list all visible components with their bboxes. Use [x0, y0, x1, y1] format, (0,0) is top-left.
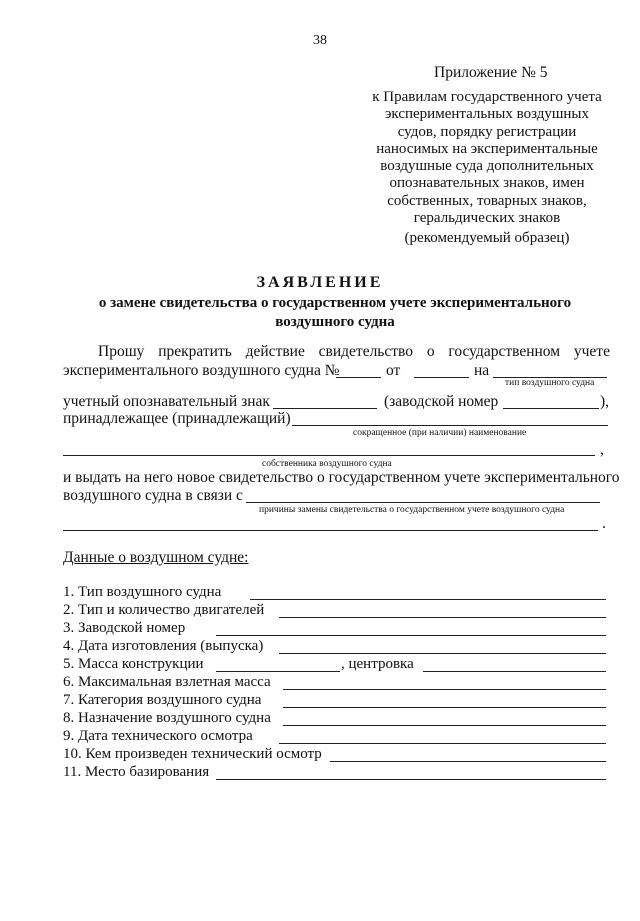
body-line-1: [98, 343, 610, 361]
reason-label: воздушного судна в связи с: [63, 487, 243, 504]
item-manufacture-date: 4. Дата изготовления (выпуска): [63, 638, 264, 654]
item-base-location: 11. Место базирования: [63, 764, 210, 780]
word: прекратить: [158, 343, 232, 360]
registration-number-label: экспериментального воздушного судна №: [63, 362, 340, 379]
serial-number-close: ),: [600, 393, 610, 410]
item-serial-number: 3. Заводской номер: [63, 620, 186, 636]
appendix-reference: [362, 89, 612, 227]
appendix-line: собственных, товарных знаков,: [387, 192, 587, 209]
item-max-takeoff-mass-field[interactable]: [283, 689, 606, 690]
reason-field[interactable]: [246, 502, 600, 503]
period: .: [602, 515, 606, 532]
serial-number-field[interactable]: [503, 408, 599, 409]
item-category-field[interactable]: [283, 707, 606, 708]
date-field[interactable]: [414, 377, 469, 378]
item-engines: 2. Тип и количество двигателей: [63, 602, 265, 618]
item-aircraft-type: 1. Тип воздушного судна: [63, 584, 222, 600]
item-aircraft-type-field[interactable]: [250, 599, 606, 600]
hint-aircraft-type: тип воздушного судна: [505, 378, 595, 388]
appendix-line: экспериментальных воздушных: [384, 106, 590, 123]
word: о: [426, 343, 435, 360]
page-number: 38: [313, 33, 327, 48]
reason-field-cont[interactable]: [63, 530, 598, 531]
hint-short-name: сокращенное (при наличии) наименование: [353, 428, 527, 438]
owner-label: принадлежащее (принадлежащий): [63, 410, 291, 427]
word: действие: [245, 343, 305, 360]
item-inspection-date: 9. Дата технического осмотра: [63, 728, 253, 744]
item-purpose: 8. Назначение воздушного судна: [63, 710, 271, 726]
item-inspected-by: 10. Кем произведен технический осмотр: [63, 746, 322, 762]
identification-mark-field[interactable]: [273, 408, 377, 409]
item-inspected-by-field[interactable]: [330, 761, 606, 762]
appendix-line: судов, порядку регистрации: [397, 123, 577, 140]
sample-note: (рекомендуемый образец): [404, 230, 570, 246]
word: свидетельство: [318, 343, 413, 360]
owner-name-field[interactable]: [63, 455, 595, 456]
item-base-location-field[interactable]: [216, 779, 606, 780]
appendix-line: воздушные суда дополнительных: [380, 158, 594, 175]
identification-mark-label: учетный опознавательный знак: [63, 393, 270, 410]
appendix-line: геральдических знаков: [413, 210, 561, 227]
document-title: ЗАЯВЛЕНИЕ: [256, 274, 384, 291]
appendix-line: наносимых на экспериментальные: [376, 140, 598, 157]
item-inspection-date-field[interactable]: [279, 743, 606, 744]
item-engines-field[interactable]: [279, 617, 606, 618]
appendix-line: к Правилам государственного учета: [372, 89, 602, 105]
item-manufacture-date-field[interactable]: [279, 653, 606, 654]
item-center-of-gravity: , центровка: [341, 656, 414, 672]
item-center-of-gravity-field[interactable]: [423, 671, 606, 672]
item-structure-mass: 5. Масса конструкции: [63, 656, 204, 672]
date-label: от: [386, 362, 401, 379]
appendix-line: опознавательных знаков, имен: [389, 175, 585, 192]
body-line-6: и выдать на него новое свидетельство о государственном учете экспериментального: [63, 469, 620, 486]
hint-owner: собственника воздушного судна: [262, 459, 392, 469]
item-serial-number-field[interactable]: [216, 635, 606, 636]
appendix-title: Приложение № 5: [434, 64, 548, 81]
item-structure-mass-field[interactable]: [216, 671, 340, 672]
word: учете: [573, 343, 610, 360]
owner-short-name-field[interactable]: [292, 425, 608, 426]
hint-reason: причины замены свидетельства о государственном учете воздушного судна: [259, 505, 565, 515]
word: государственном: [448, 343, 561, 360]
document-subtitle: о замене свидетельства о государственном учете экспериментального воздушного судна: [98, 295, 572, 330]
item-purpose-field[interactable]: [283, 725, 606, 726]
item-max-takeoff-mass: 6. Максимальная взлетная масса: [63, 674, 271, 690]
serial-number-label: (заводской номер: [384, 393, 499, 410]
item-category: 7. Категория воздушного судна: [63, 692, 262, 708]
word: Прошу: [98, 343, 145, 360]
section-heading: Данные о воздушном судне:: [63, 549, 249, 566]
on-label: на: [474, 362, 490, 379]
comma: ,: [600, 441, 604, 458]
registration-number-field[interactable]: [336, 377, 381, 378]
